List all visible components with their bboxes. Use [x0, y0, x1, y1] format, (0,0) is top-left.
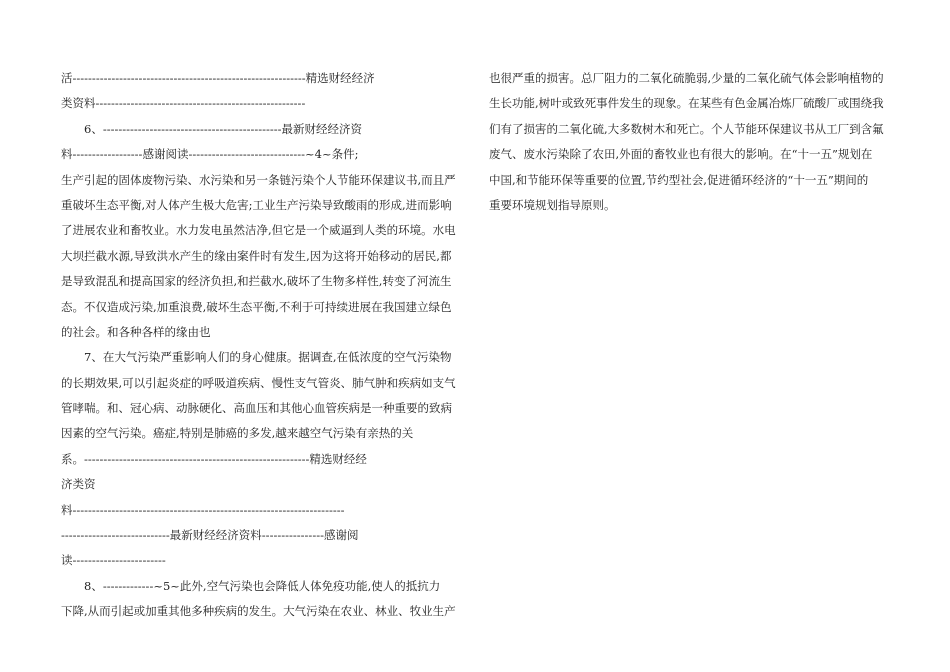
paragraph-8-start: 8、-------------~5~此外,空气污染也会降低人体免疫功能,使人的抵抗力: [84, 578, 441, 593]
text-line: 的社会。和各种各样的缘由也: [61, 324, 211, 339]
text-line: 济类资: [61, 477, 96, 492]
text-line: 重破坏生态平衡,对人体产生极大危害;工业生产污染导致酸雨的形成,进而影响: [61, 197, 452, 212]
right-column: [489, 66, 889, 218]
text-line: 管哮喘。和、冠心病、动脉硬化、高血压和其他心血管疾病是一种重要的致病: [61, 401, 452, 416]
text-line: 料----------------------------------------------------------------------: [61, 502, 345, 517]
text-line: 大坝拦截水源,导致洪水产生的缘由案件时有发生,因为这将开始移动的居民,都: [61, 248, 452, 263]
text-line: 态。不仅造成污染,加重浪费,破坏生态平衡,不利于可持续进展在我国建立绿色: [61, 299, 452, 314]
text-line: 生产引起的固体废物污染、水污染和另一条链污染个人节能环保建议书,而且严: [61, 172, 456, 187]
text-line: 也很严重的损害。总厂阻力的二氧化硫脆弱,少量的二氧化硫气体会影响植物的: [489, 71, 884, 85]
text-line: 废气、废水污染除了农田,外面的畜牧业也有很大的影响。在“十一五”规划在: [489, 147, 873, 162]
text-line: 下降,从而引起或加重其他多种疾病的发生。大气污染在农业、林业、牧业生产: [61, 604, 456, 619]
text-line: 类资料------------------------------------------------------: [61, 96, 306, 111]
text-line: 系。----------------------------------------------------------精选财经经: [61, 451, 367, 466]
text-line: 的长期效果,可以引起炎症的呼吸道疾病、慢性支气管炎、肺气肿和疾病如支气: [61, 375, 456, 390]
text-line: 活------------------------------------------------------------精选财经经济: [61, 71, 375, 85]
text-line: 重要环境规划指导原则。: [489, 197, 616, 212]
text-line: 读------------------------: [61, 553, 166, 568]
left-column: [61, 66, 461, 625]
text-line: 中国,和节能环保等重要的位置,节约型社会,促进循环经济的“十一五”期间的: [489, 172, 869, 187]
text-line: 是导致混乱和提高国家的经济负担,和拦截水,破坏了生物多样性,转变了河流生: [61, 274, 452, 289]
text-line: ----------------------------最新财经经济资料----------------感谢阅: [61, 528, 359, 543]
paragraph-6-start: 6、----------------------------------------------最新财经经济资: [84, 121, 363, 136]
text-line: 了进展农业和畜牧业。水力发电虽然洁净,但它是一个威逼到人类的环境。水电: [61, 223, 456, 238]
text-line: 们有了损害的二氧化硫,大多数树木和死亡。个人节能环保建议书从工厂到含氟: [489, 121, 884, 136]
text-line: 生长功能,树叶或致死事件发生的现象。在某些有色金属冶炼厂硫酸厂或围绕我: [489, 96, 884, 111]
text-line: 因素的空气污染。癌症,特别是肺癌的多发,越来越空气污染有亲热的关: [61, 426, 414, 441]
text-line: 料------------------感谢阅读------------------------------~4~条件;: [61, 147, 359, 162]
paragraph-7-start: 7、在大气污染严重影响人们的身心健康。据调查,在低浓度的空气污染物: [84, 350, 452, 365]
